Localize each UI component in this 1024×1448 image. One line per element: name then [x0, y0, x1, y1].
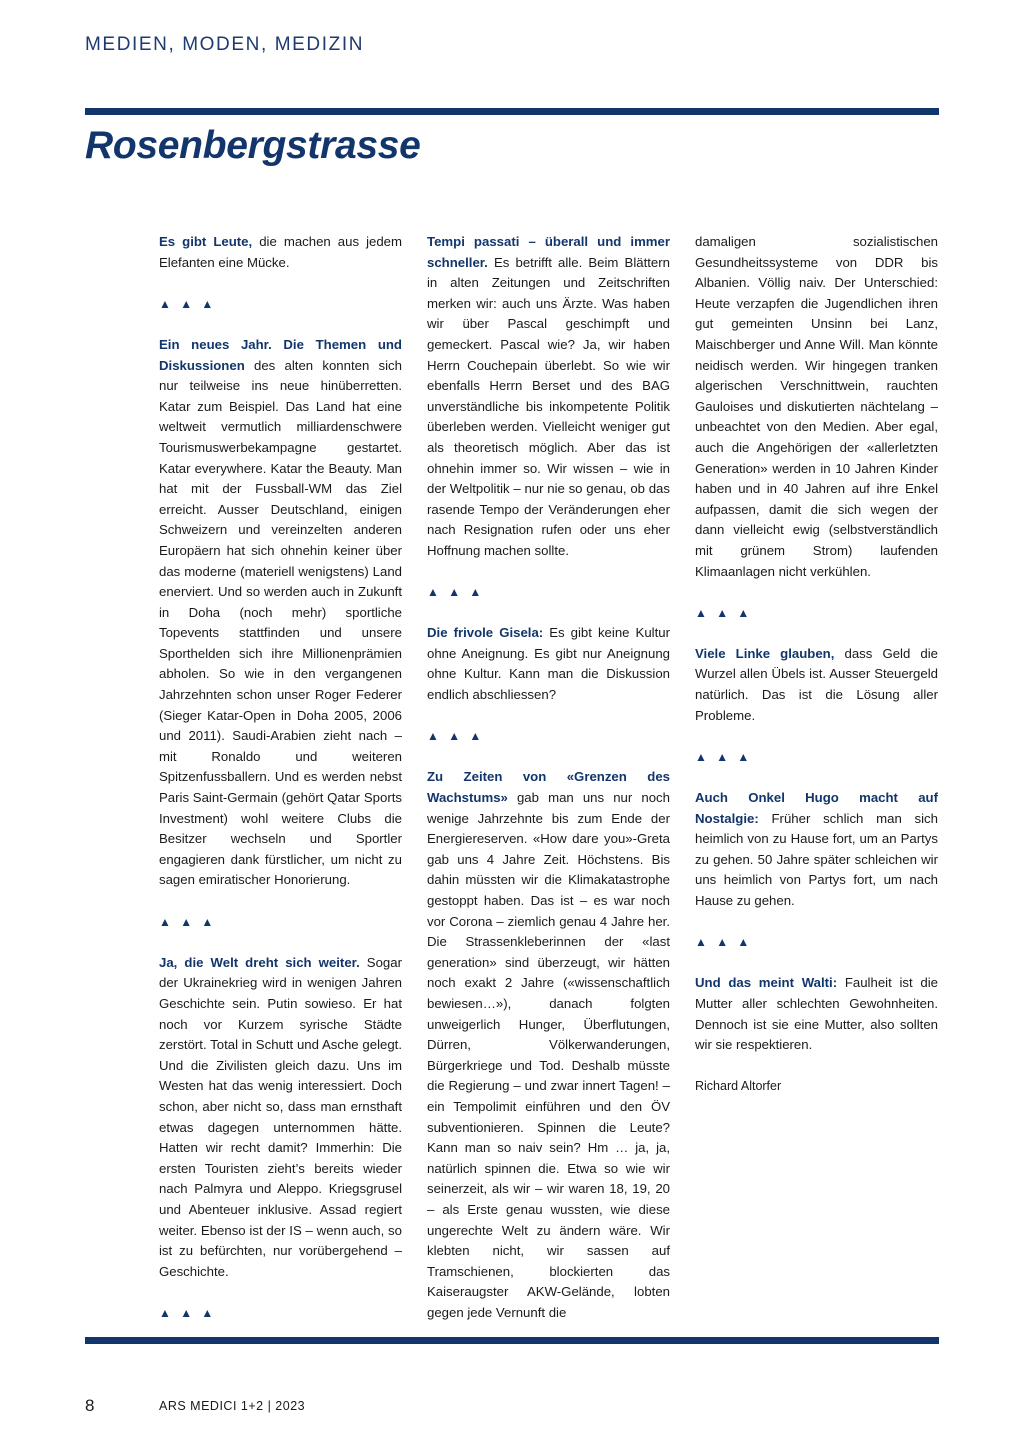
paragraph-text: die machen aus jedem Elefanten eine Mücke. — [159, 234, 402, 270]
column-2 — [427, 232, 670, 1344]
separator-triangles: ▲ ▲ ▲ — [159, 914, 217, 929]
paragraph-text: dass Geld die Wurzel allen Übels ist. Ausser Steuergeld natürlich. Das ist die Lösung aller Probleme. — [695, 645, 938, 723]
page-number: 8 — [85, 1396, 95, 1415]
paragraph-lead: Ja, die Welt dreht sich weiter. — [159, 954, 360, 970]
publication-info: ARS MEDICI 1+2 | 2023 — [159, 1399, 306, 1413]
separator-triangles: ▲ ▲ ▲ — [427, 585, 485, 600]
paragraph-lead: Auch Onkel Hugo macht auf Nostalgie: — [695, 790, 938, 826]
paragraph-text: Es gibt keine Kultur ohne Aneignung. Es gibt nur Aneignung ohne Kultur. Kann man die Diskussion endlich abschliessen? — [427, 625, 670, 703]
bottom-rule — [85, 1337, 939, 1344]
separator-triangles: ▲ ▲ ▲ — [159, 1305, 217, 1320]
paragraph — [695, 644, 938, 726]
paragraph-lead: Es gibt Leute, — [159, 234, 253, 249]
paragraph — [159, 232, 402, 273]
paragraph-text: Es betrifft alle. Beim Blättern in alten Zeitungen und Zeitschriften merken wir: auch uns Ärzte. Was haben wir über Pascal geschimpft und gemeckert. Pascal wie? Ja, wir haben Herrn Couchepain überlebt. So wie wir ebenfalls Herrn Berset und des BAG unverständliche bis inkompetente Politik überleben werden. Vielleicht weniger gut als theoretisch möglich. Aber das ist ohnehin immer so. Wir wissen – wie in der Weltpolitik – nur nie so genau, ob das rasende Tempo der Veränderungen eher nach Resignation rufen oder uns eher Hoffnung machen sollte. — [427, 254, 670, 558]
paragraph-text: Sogar der Ukrainekrieg wird in wenigen Jahren Geschichte sein. Putin sowieso. Er hat noch vor Kurzem syrische Städte zerstört. Total in Schutt und Asche gelegt. Und die Zivilisten gleich dazu. Uns im Westen hat das wenig interessiert. Doch schon, aber nicht so, dass man ernsthaft etwas dagegen unternommen hätte. Hatten wir recht damit? Immerhin: Die ersten Touristen zieht’s bereits wieder nach Palmyra und Aleppo. Kriegsgrusel und Abenteuer inklusive. Assad regiert weiter. Ebenso ist der IS – wenn auch, so ist zu befürchten, nur vorübergehend – Geschichte. — [159, 954, 402, 1279]
top-rule — [85, 108, 939, 115]
paragraph — [427, 623, 670, 705]
paragraph-lead: Ein neues Jahr. Die Themen und Diskussionen — [159, 336, 402, 373]
paragraph-text: Früher schlich man sich heimlich von zu Hause fort, um an Partys zu gehen. 50 Jahre später schleichen wir uns heimlich von Partys fort, um nach Hause zu gehen. — [695, 810, 938, 908]
paragraph — [159, 335, 402, 891]
paragraph-lead: Zu Zeiten von «Grenzen des Wachstums» — [427, 769, 670, 806]
paragraph — [427, 232, 670, 562]
separator-triangles: ▲ ▲ ▲ — [695, 935, 753, 950]
separator-triangles: ▲ ▲ ▲ — [159, 296, 217, 311]
paragraph — [159, 953, 402, 1283]
paragraph-lead: Viele Linke glauben, — [695, 645, 835, 661]
column-1 — [159, 232, 402, 1344]
section-label: MEDIEN, MODEN, MEDIZIN — [85, 34, 365, 55]
paragraph-lead: Die frivole Gisela: — [427, 625, 544, 641]
paragraph-lead: Tempi passati – überall und immer schneller. — [427, 234, 670, 270]
paragraph-text: des alten konnten sich nur teilweise ins neue hinüberretten. Katar zum Beispiel. Das Land hat eine weltweit vermutlich milliardenschwere Tourismuswerbekampagne gestartet. Katar everywhere. Katar the Beauty. Man hat mit der Fussball-WM das Ziel erreicht. Ausser Deutschland, einigen Schweizern und vereinzelten anderen Europäern hat sich ohnehin keiner über das moderne (materiell wenigstens) Land enerviert. Und so werden auch in Zukunft in Doha (noch mehr) sportliche Topevents stattfinden und unsere Sporthelden sich ihre Millionenprämien abholen. So wie in den vergangenen Jahrzehnten schon unser Roger Federer (Sieger Katar-Open in Doha 2005, 2006 und 2011). Saudi-Arabien zieht nach – mit Ronaldo und weiteren Spitzenfussballern. Und es werden nebst Paris Saint-Germain (gehört Qatar Sports Investment) wohl weitere Clubs die Besitzer wechseln und Sportler engagieren dank fürstlicher, um nicht zu sagen emiratischer Honorierung. — [159, 357, 402, 888]
paragraph — [695, 232, 938, 582]
article-title: Rosenbergstrasse — [85, 124, 421, 167]
paragraph-lead: Und das meint Walti: — [695, 975, 838, 991]
paragraph — [695, 788, 938, 912]
paragraph-text: Faulheit ist die Mutter aller schlechten Gewohnheiten. Dennoch ist sie eine Mutter, also sollten wir sie respektieren. — [695, 975, 938, 1053]
column-3 — [695, 232, 938, 1097]
separator-triangles: ▲ ▲ ▲ — [695, 605, 753, 620]
separator-triangles: ▲ ▲ ▲ — [695, 749, 753, 764]
separator-triangles: ▲ ▲ ▲ — [427, 729, 485, 744]
paragraph-text: gab man uns nur noch wenige Jahrzehnte bis zum Ende der Energiereserven. «How dare you»-Greta gab uns 4 Jahre Zeit. Höchstens. Bis dahin müssten wir die Klimakatastrophe gestoppt haben. Das ist – es war noch vor Corona – ziemlich genau 4 Jahre her. Die Strassenkleberinnen der «last generation» sind überzeugt, wir hätten noch exakt 2 Jahre («wissenschaftlich bewiesen…»), danach folgten unweigerlich Hunger, Überflutungen, Dürren, Völkerwanderungen, Bürgerkriege und Tod. Deshalb müsste die Regierung – und zwar innert Tagen! – ein Tempolimit einführen und den ÖV subventionieren. Spinnen die Leute? Kann man so naiv sein? Hm … ja, ja, natürlich spinnen die. Etwa so wie wir seinerzeit, als wir – wir waren 18, 19, 20 – als Erste genau wussten, wie diese ungerechte Welt zu ändern wäre. Wir klebten nicht, wir sassen auf Tramschienen, blockierten das Kaiseraugster AKW-Gelände, lobten gegen jede Vernunft die — [427, 790, 670, 1320]
paragraph — [695, 973, 938, 1055]
author-name: Richard Altorfer — [695, 1079, 782, 1094]
paragraph — [427, 767, 670, 1323]
paragraph-text: damaligen sozialistischen Gesundheitssysteme von DDR bis Albanien. Völlig naiv. Der Unterschied: Heute verzapfen die Jugendlichen ihren gut gemeinten Unsinn bei Lanz, Maischberger und Anne Will. Man könnte neidisch werden. Wir hingegen tranken algerischen Verschnittwein, rauchten Gauloises und diskutierten nächtelang – unbeachtet von den Medien. Aber egal, auch die Angehörigen der «allerletzten Generation» werden in 10 Jahren Kinder haben und in 40 Jahren auf ihre Enkel aufpassen, damit die sich wegen der dann vielleicht ewig (selbstverständlich mit grünem Strom) laufenden Klimaanlagen nicht verkühlen. — [695, 234, 938, 579]
